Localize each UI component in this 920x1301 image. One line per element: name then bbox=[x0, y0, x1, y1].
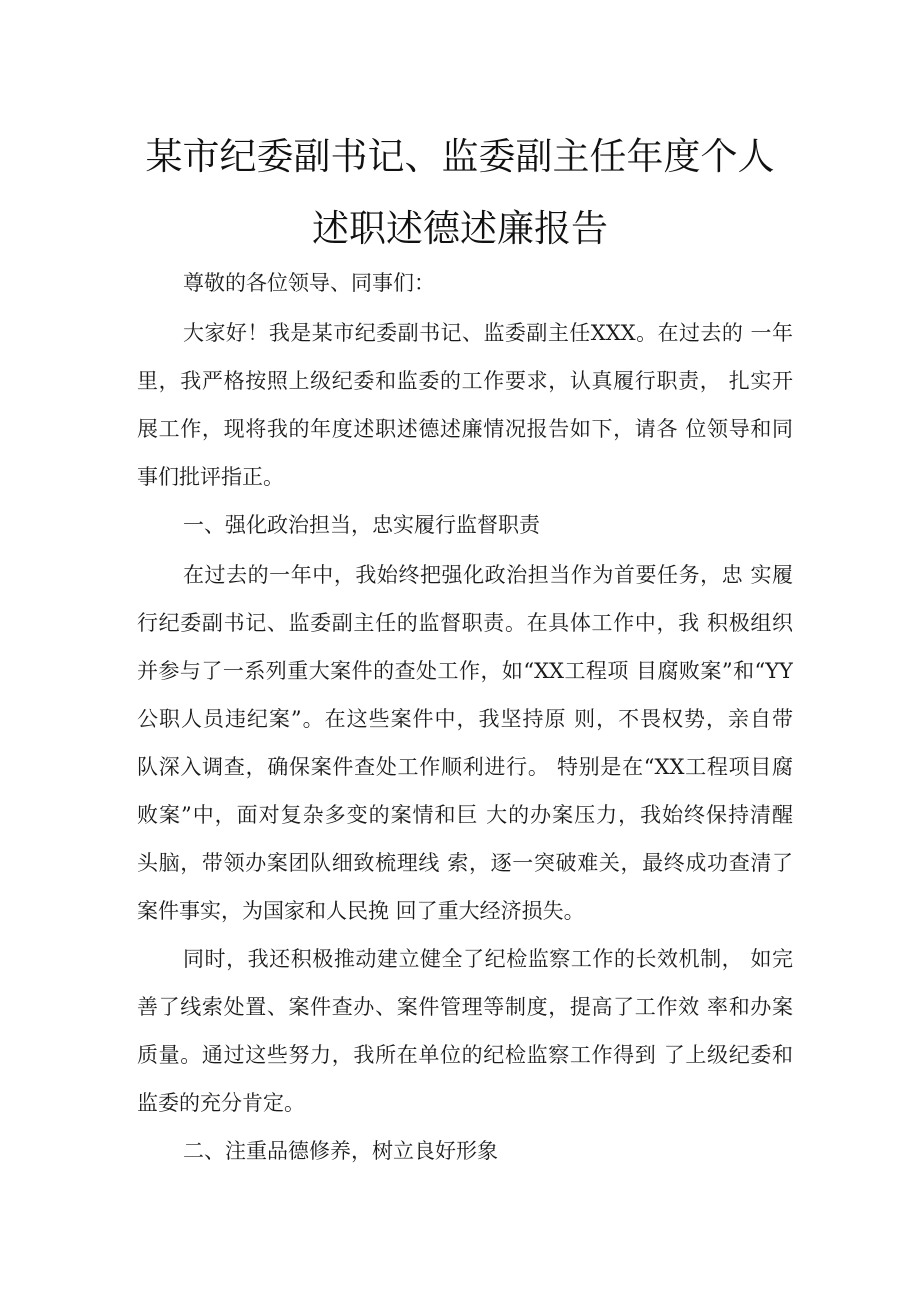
paragraph-line: 败案”中，面对复杂多变的案情和巨 大的办案压力，我始终保持清醒 bbox=[137, 803, 793, 827]
paragraph-line: 公职人员违纪案”。在这些案件中，我坚持原 则，不畏权势，亲自带 bbox=[137, 707, 793, 731]
paragraph-line: 案件事实，为国家和人民挽 回了重大经济损失。 bbox=[137, 899, 585, 923]
document-title-line-1: 某市纪委副书记、监委副主任年度个人 bbox=[145, 135, 775, 178]
paragraph-line: 里，我严格按照上级纪委和监委的工作要求，认真履行职责， 扎实开 bbox=[137, 369, 793, 393]
paragraph-line: 大家好！我是某市纪委副书记、监委副主任XXX。在过去的 一年 bbox=[183, 321, 793, 345]
paragraph-line: 同时，我还积极推动建立健全了纪检监察工作的长效机制， 如完 bbox=[183, 947, 793, 971]
paragraph-line: 善了线索处置、案件查办、案件管理等制度，提高了工作效 率和办案 bbox=[137, 995, 793, 1019]
paragraph-line: 监委的充分肯定。 bbox=[137, 1091, 305, 1115]
paragraph-line: 展工作，现将我的年度述职述德述廉情况报告如下，请各 位领导和同 bbox=[137, 417, 793, 441]
paragraph-line: 行纪委副书记、监委副主任的监督职责。在具体工作中，我 积极组织 bbox=[137, 611, 793, 635]
paragraph-line: 质量。通过这些努力，我所在单位的纪检监察工作得到 了上级纪委和 bbox=[137, 1043, 793, 1067]
section-heading: 二、注重品德修养，树立良好形象 bbox=[183, 1139, 498, 1163]
paragraph-line: 队深入调查，确保案件查处工作顺利进行。 特别是在“XX工程项目腐 bbox=[137, 755, 793, 779]
paragraph-line: 头脑，带领办案团队细致梳理线 索，逐一突破难关，最终成功查清了 bbox=[137, 851, 793, 875]
section-heading: 一、强化政治担当，忠实履行监督职责 bbox=[183, 513, 540, 537]
document-title-line-2: 述职述德述廉报告 bbox=[312, 207, 608, 250]
paragraph-line: 并参与了一系列重大案件的查处工作，如“XX工程项 目腐败案”和“YY bbox=[137, 659, 793, 683]
salutation-line: 尊敬的各位领导、同事们： bbox=[183, 271, 435, 295]
paragraph-line: 在过去的一年中，我始终把强化政治担当作为首要任务，忠 实履 bbox=[183, 563, 793, 587]
paragraph-line: 事们批评指正。 bbox=[137, 465, 284, 489]
